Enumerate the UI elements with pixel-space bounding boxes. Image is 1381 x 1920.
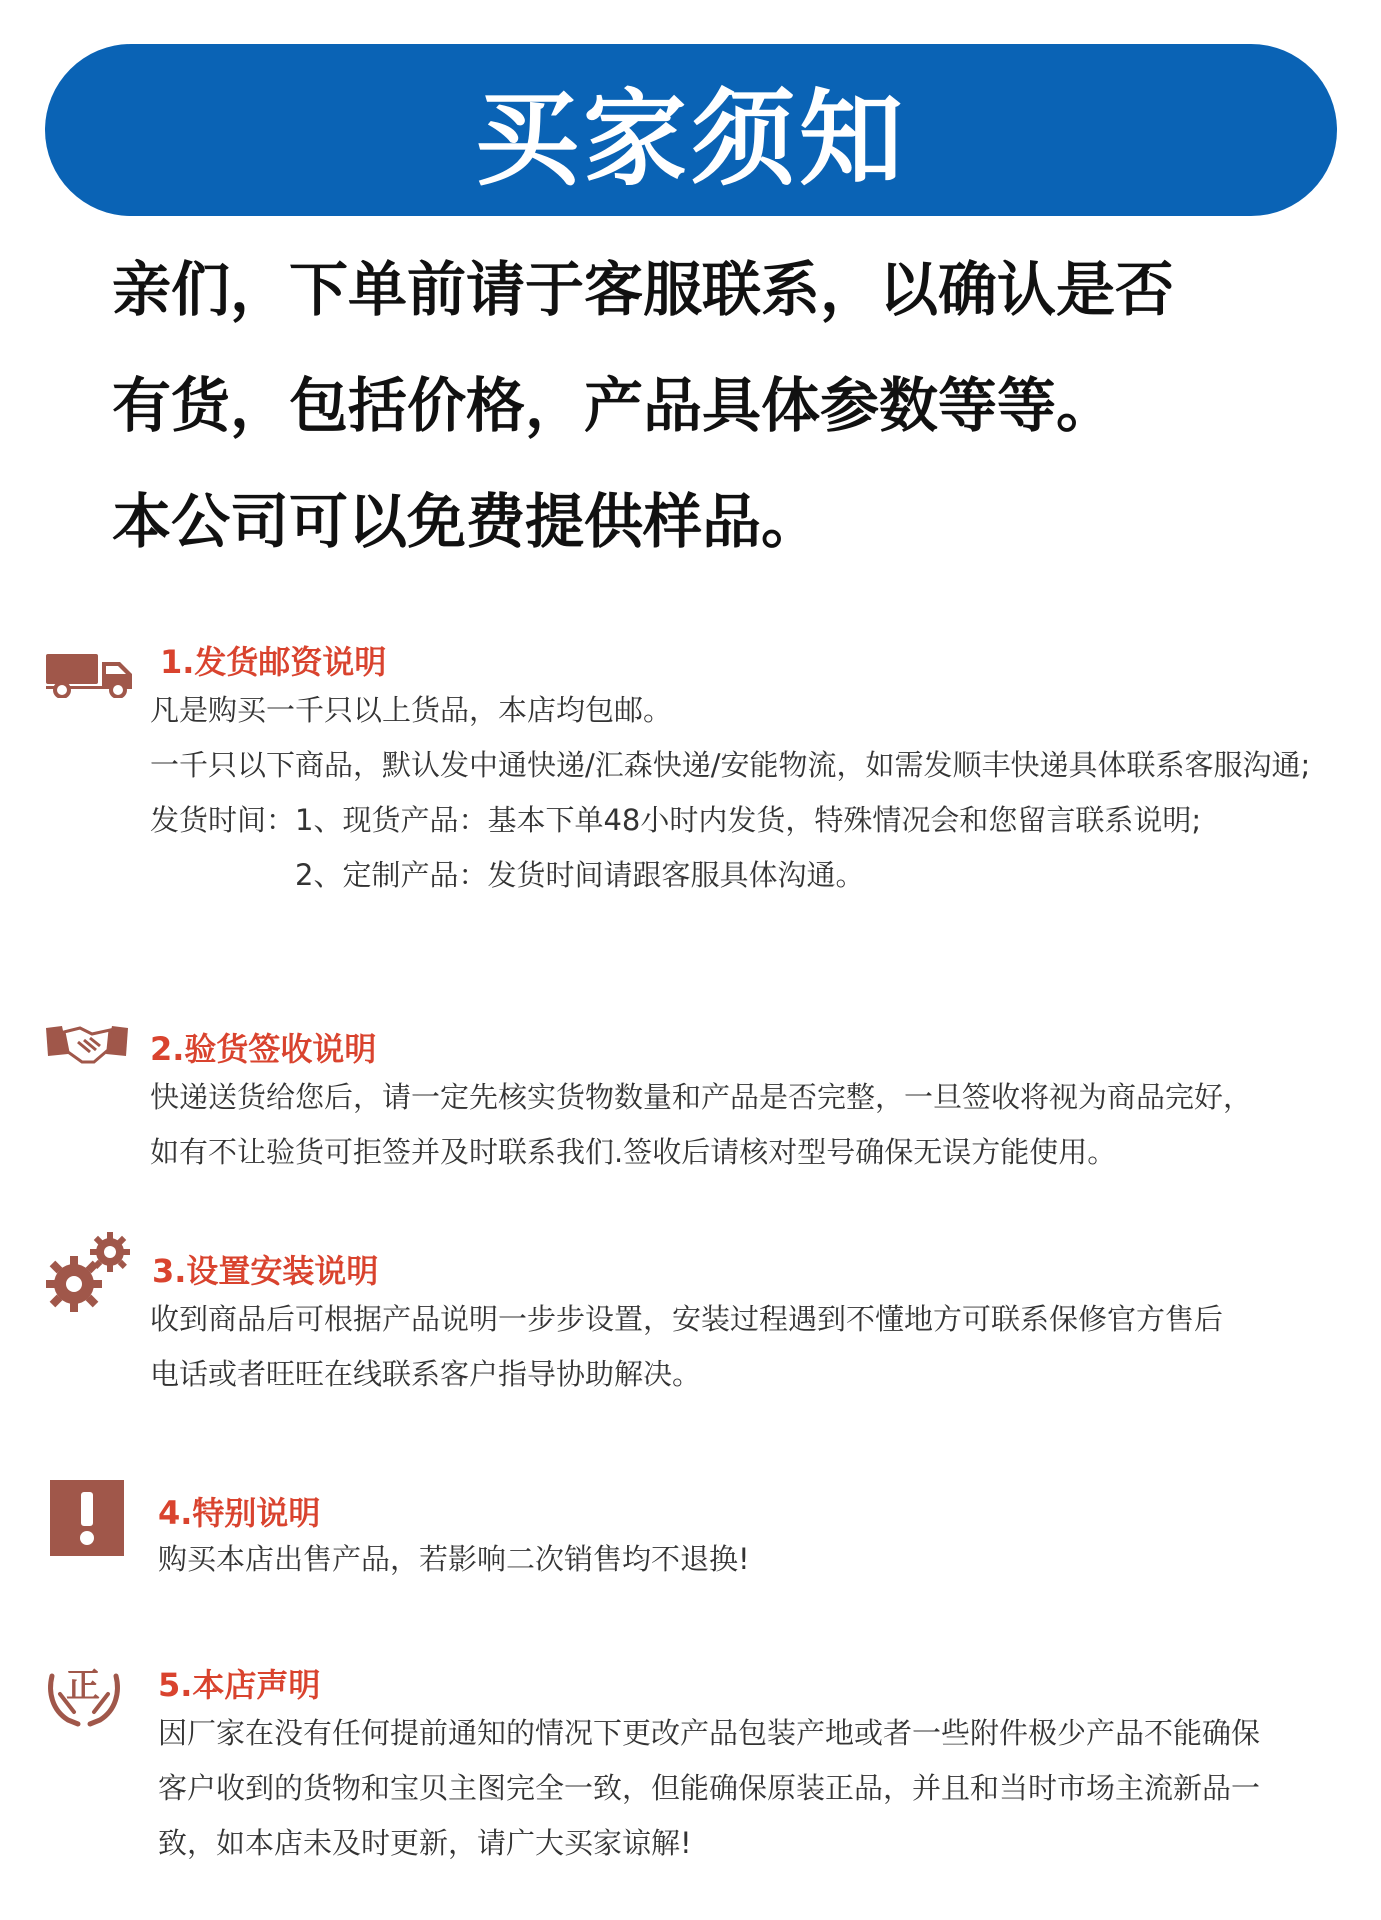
section-body: [150, 1070, 1252, 1180]
body-line: 发货时间：1、现货产品：基本下单48小时内发货，特殊情况会和您留言联系说明;: [150, 803, 1202, 837]
section-body: [150, 683, 1310, 903]
banner-title: 买家须知: [474, 78, 907, 200]
body-line: 收到商品后可根据产品说明一步步设置，安装过程遇到不懂地方可联系保修官方售后: [150, 1302, 1224, 1336]
section-title: 5.本店声明: [158, 1666, 321, 1704]
body-line: 电话或者旺旺在线联系客户指导协助解决。: [150, 1357, 702, 1391]
body-line: 因厂家在没有任何提前通知的情况下更改产品包装产地或者一些附件极少产品不能确保: [158, 1716, 1261, 1750]
body-line: 凡是购买一千只以上货品，本店均包邮。: [150, 693, 673, 727]
section-title: 4.特别说明: [158, 1494, 321, 1532]
gears-icon: [44, 1230, 132, 1316]
exclamation-icon: [50, 1480, 124, 1556]
section-title: 3.设置安装说明: [152, 1252, 379, 1290]
section-title: 1.发货邮资说明: [160, 643, 387, 681]
intro-line: 有货，包括价格，产品具体参数等等。: [112, 371, 1116, 440]
section-body: [150, 1292, 1223, 1402]
body-line: 致，如本店未及时更新，请广大买家谅解!: [158, 1826, 692, 1860]
body-line: 快递送货给您后，请一定先核实货物数量和产品是否完整，一旦签收将视为商品完好，: [150, 1080, 1253, 1114]
intro-notice: [112, 232, 1312, 580]
section-title: 2.验货签收说明: [150, 1030, 377, 1068]
truck-icon: [44, 650, 136, 698]
handshake-icon: [44, 1020, 130, 1068]
body-line: 如有不让验货可拒签并及时联系我们.签收后请核对型号确保无误方能使用。: [150, 1135, 1117, 1169]
body-line: 2、定制产品：发货时间请跟客服具体沟通。: [295, 858, 865, 892]
intro-line: 本公司可以免费提供样品。: [112, 487, 821, 556]
intro-line: 亲们，下单前请于客服联系，以确认是否: [112, 255, 1175, 324]
body-line: 一千只以下商品，默认发中通快递/汇森快递/安能物流，如需发顺丰快递具体联系客服沟通;: [150, 748, 1311, 782]
title-banner: [45, 44, 1337, 216]
genuine-hands-icon: [46, 1658, 122, 1730]
body-line: 购买本店出售产品，若影响二次销售均不退换!: [158, 1542, 750, 1576]
body-line: 客户收到的货物和宝贝主图完全一致，但能确保原装正品，并且和当时市场主流新品一: [158, 1771, 1261, 1805]
section-body: [158, 1706, 1260, 1871]
section-body: [158, 1532, 750, 1587]
genuine-char: 正: [66, 1666, 100, 1706]
